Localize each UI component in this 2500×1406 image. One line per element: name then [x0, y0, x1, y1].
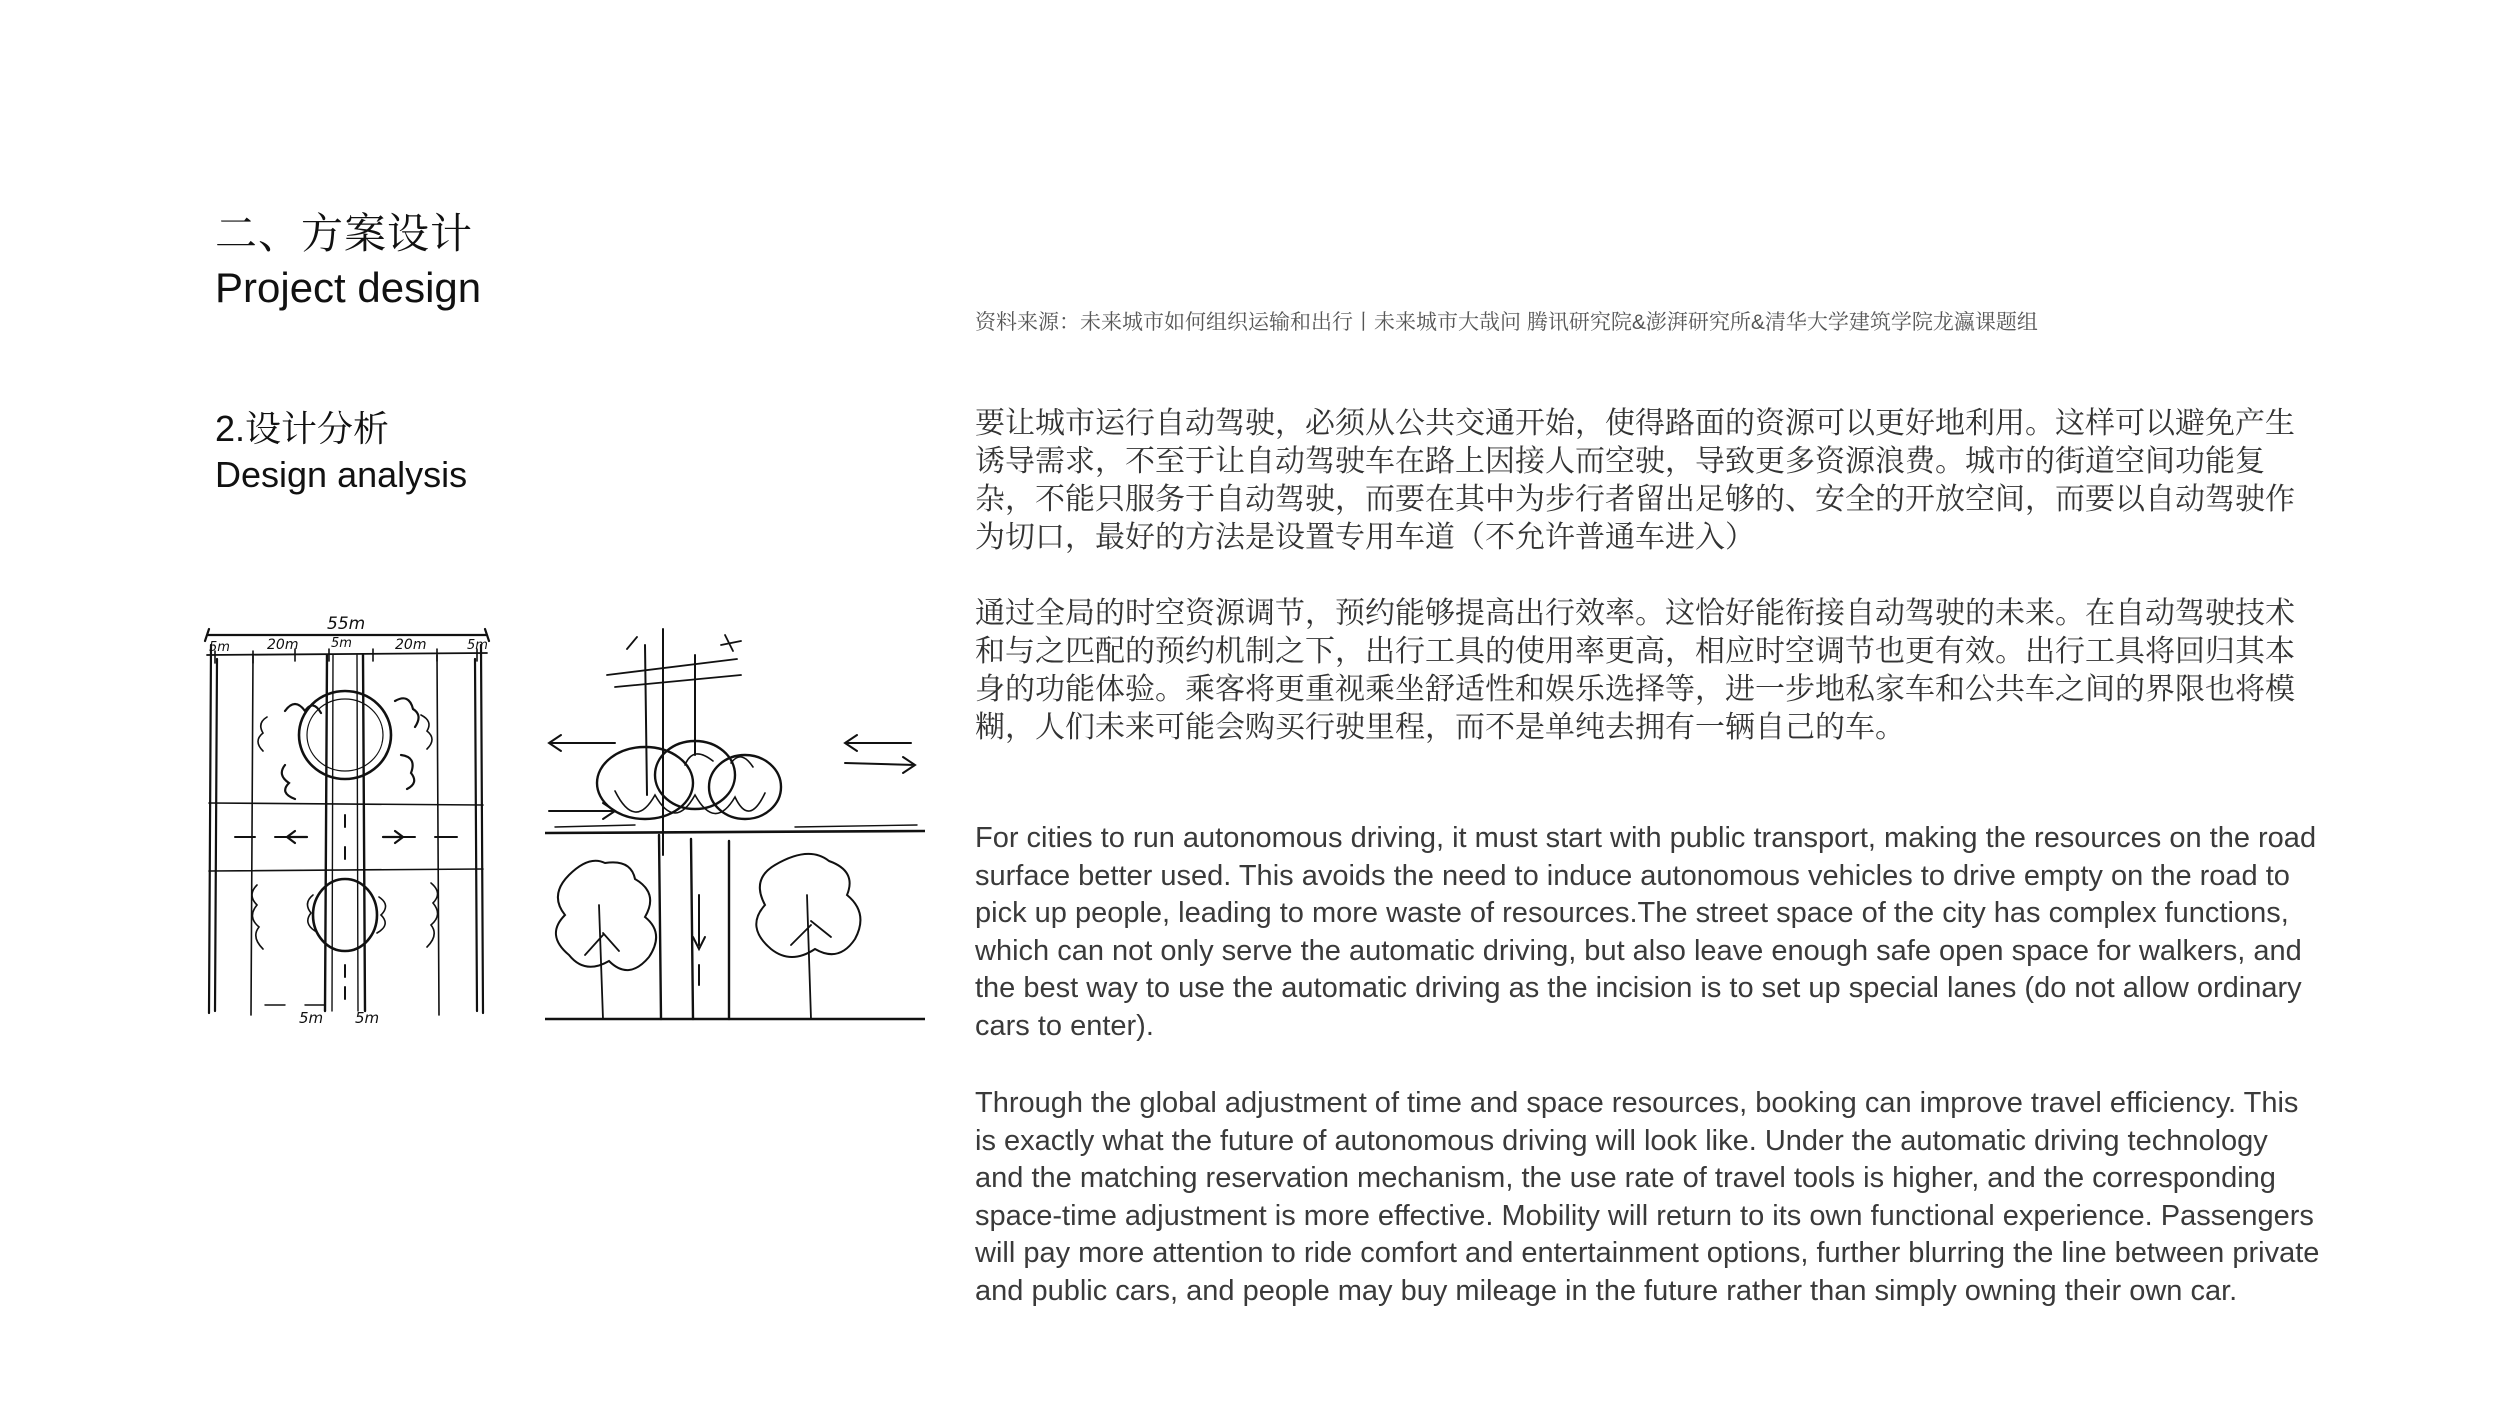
- subsection-title-cn: 2.设计分析: [215, 408, 390, 449]
- source-citation: 资料来源：未来城市如何组织运输和出行丨未来城市大哉问 腾讯研究院&澎湃研究所&清华大学建筑学院龙瀛课题组: [975, 311, 2038, 334]
- label-total-width: 55m: [327, 615, 366, 634]
- street-plan-sketch: [195, 615, 505, 1025]
- label-bottom-left: 5m: [299, 1009, 324, 1025]
- paragraph-cn-2: 通过全局的时空资源调节，预约能够提高出行效率。这恰好能衔接自动驾驶的未来。在自动驾驶技术和与之匹配的预约机制之下，出行工具的使用率更高，相应时空调节也更有效。出行工具将回归其本身的功能体验。乘客将更重视乘坐舒适性和娱乐选择等，进一步地私家车和公共车之间的界限也将模糊，人们未来可能会购买行驶里程，而不是单纯去拥有一辆自己的车。: [975, 597, 2295, 744]
- label-bottom-right: 5m: [355, 1009, 380, 1025]
- section-title-en: Project design: [215, 264, 482, 311]
- paragraph-en-2: Through the global adjustment of time and space resources, booking can improve travel efficiency. This is exactly what the future of autonomous driving will look like. Under the automatic driving technology and the matching reservation mechanism, the use rate of travel tools is higher, and the corresponding space-time adjustment is more effective. Mobility will return to its own functional experience. Passengers will pay more attention to ride comfort and entertainment options, further blurring the line between private and public cars, and people may buy mileage in the future rather than simply owning their own car.: [975, 1087, 2320, 1307]
- section-title-cn: 二、方案设计: [215, 210, 474, 257]
- label-side-left: 5m: [209, 640, 230, 655]
- label-lane-right: 20m: [395, 637, 427, 653]
- label-median: 5m: [331, 636, 352, 651]
- subsection-title-en: Design analysis: [215, 454, 468, 495]
- paragraph-cn-1: 要让城市运行自动驾驶，必须从公共交通开始，使得路面的资源可以更好地利用。这样可以避免产生诱导需求，不至于让自动驾驶车在路上因接人而空驶，导致更多资源浪费。城市的街道空间功能复杂，不能只服务于自动驾驶，而要在其中为步行者留出足够的、安全的开放空间，而要以自动驾驶作为切口，最好的方法是设置专用车道（不允许普通车进入）: [975, 407, 2295, 554]
- street-section-sketch: [545, 615, 925, 1025]
- label-side-right: 5m: [467, 638, 488, 653]
- paragraph-en-1: For cities to run autonomous driving, it must start with public transport, making the resources on the road surface better used. This avoids the need to induce autonomous vehicles to drive empty on the road to pick up people, leading to more waste of resources.The street space of the city has complex functions, which can not only serve the automatic driving, but also leave enough safe open space for walkers, and the best way to use the automatic driving as the incision is to set up special lanes (do not allow ordinary cars to enter).: [975, 822, 2317, 1042]
- label-lane-left: 20m: [267, 637, 299, 653]
